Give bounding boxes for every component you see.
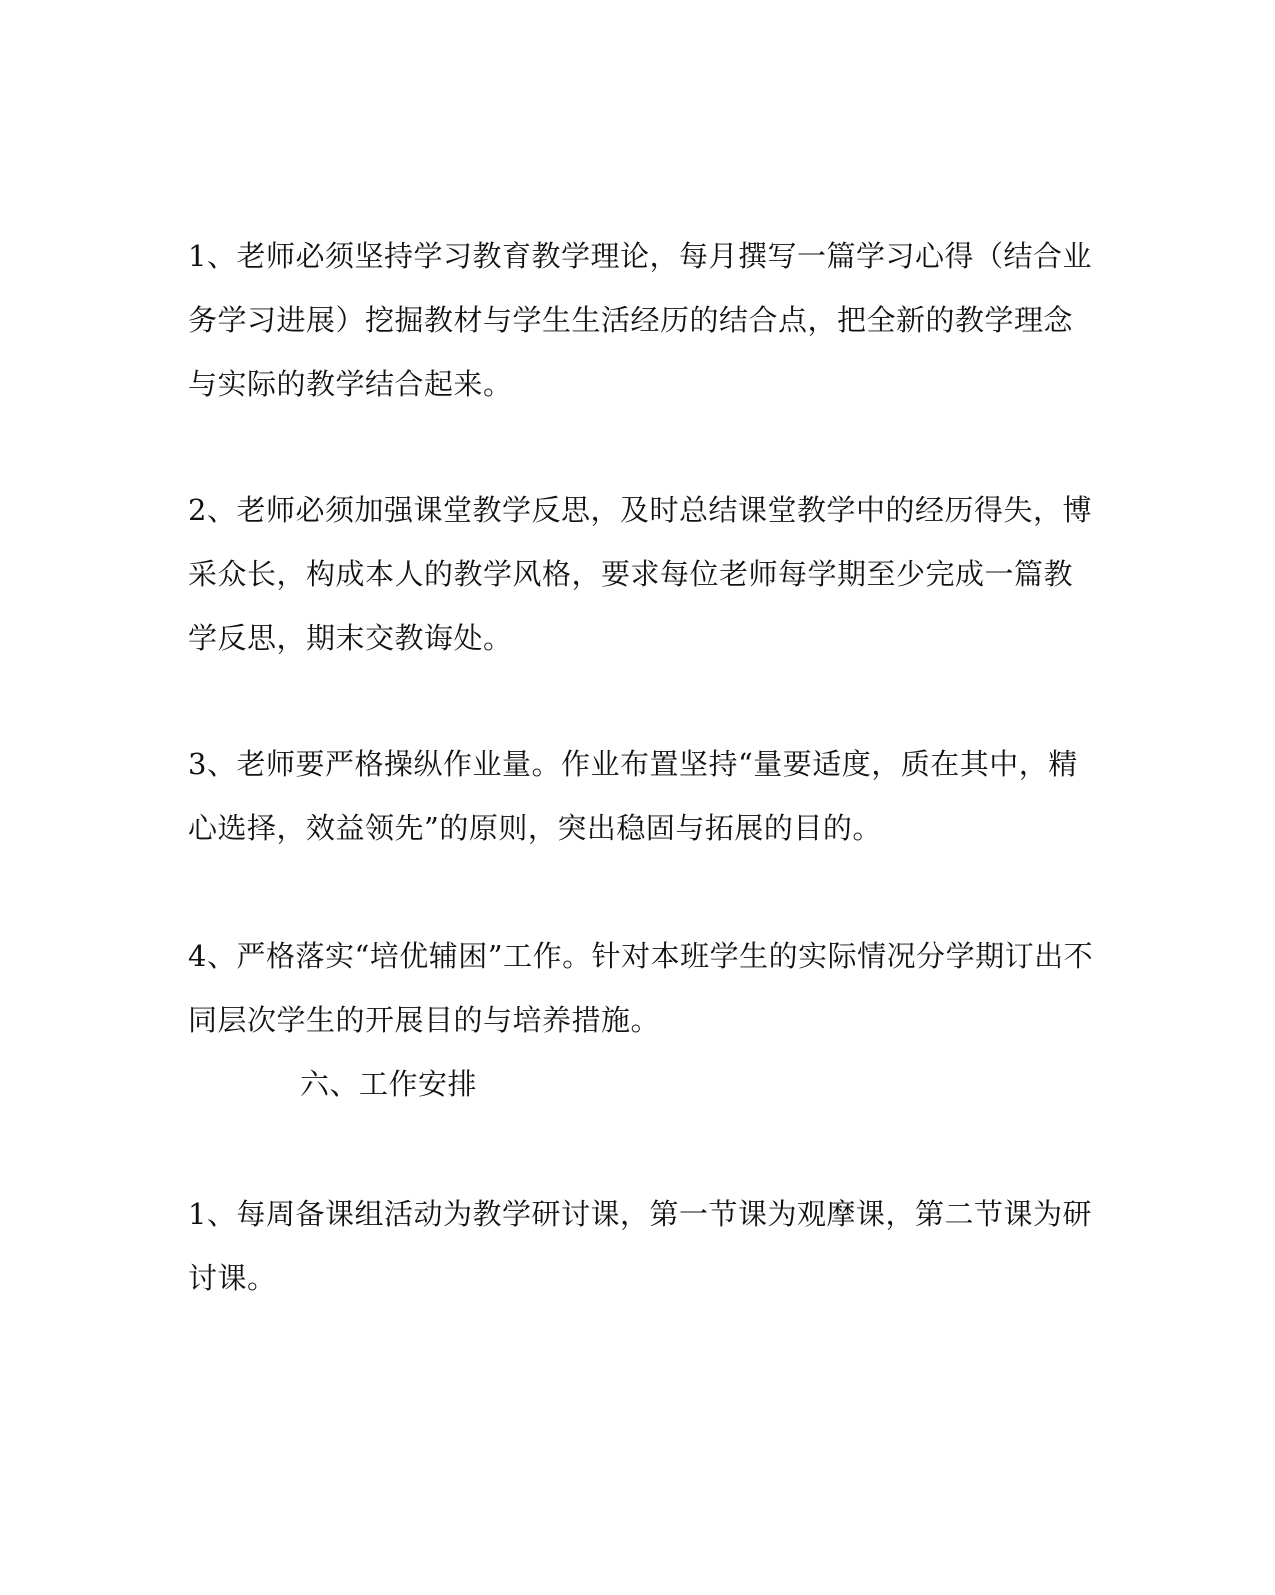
section-heading: 六、工作安排 xyxy=(300,1067,478,1101)
paragraph-line: 同层次学生的开展目的与培养措施。 xyxy=(188,1003,661,1037)
paragraph-line: 务学习进展）挖掘教材与学生生活经历的结合点，把全新的教学理念 xyxy=(188,303,1074,337)
paragraph-line: 讨课。 xyxy=(188,1261,277,1295)
paragraph-line: 4、严格落实“培优辅困”工作。针对本班学生的实际情况分学期订出不 xyxy=(188,939,1094,973)
paragraph-line: 1、老师必须坚持学习教育教学理论，每月撰写一篇学习心得（结合业 xyxy=(188,239,1092,273)
paragraph-line: 1、每周备课组活动为教学研讨课，第一节课为观摩课，第二节课为研 xyxy=(188,1197,1092,1231)
paragraph-line: 学反思，期末交教诲处。 xyxy=(188,621,513,655)
paragraph-line: 2、老师必须加强课堂教学反思，及时总结课堂教学中的经历得失，博 xyxy=(188,493,1092,527)
paragraph-line: 采众长，构成本人的教学风格，要求每位老师每学期至少完成一篇教 xyxy=(188,557,1074,591)
paragraph-line: 心选择，效益领先”的原则，突出稳固与拓展的目的。 xyxy=(188,811,882,845)
paragraph-line: 与实际的教学结合起来。 xyxy=(188,367,513,401)
paragraph-line: 3、老师要严格操纵作业量。作业布置坚持“量要适度，质在其中，精 xyxy=(188,747,1078,781)
